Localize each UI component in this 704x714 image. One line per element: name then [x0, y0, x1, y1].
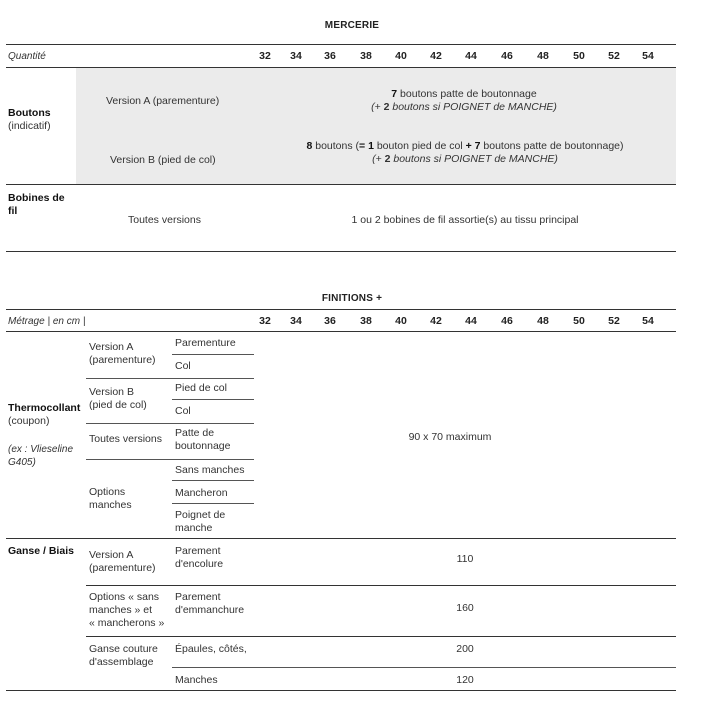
- divider: [172, 399, 254, 400]
- ganse-row1-label-line2: (parementure): [89, 562, 156, 574]
- divider: [86, 423, 254, 424]
- item-col: Col: [175, 360, 191, 372]
- boutons-sublabel: (indicatif): [8, 120, 51, 132]
- thermo-toutes-versions: Toutes versions: [89, 433, 162, 445]
- ganse-row2-value: 160: [456, 602, 474, 614]
- divider: [6, 331, 676, 332]
- ganse-row2-label: Options « sans: [89, 591, 160, 603]
- size-label: 36: [324, 315, 336, 327]
- size-label: 34: [290, 50, 302, 62]
- divider: [172, 667, 676, 668]
- size-label: 34: [290, 315, 302, 327]
- finitions-title: FINITIONS +: [321, 293, 383, 304]
- mercerie-title: MERCERIE: [324, 20, 380, 31]
- size-label: 48: [537, 50, 549, 62]
- item-mancheron: Mancheron: [175, 487, 228, 499]
- divider: [86, 378, 254, 379]
- divider: [172, 503, 254, 504]
- size-label: 52: [608, 315, 620, 327]
- size-label: 42: [430, 315, 442, 327]
- divider: [86, 585, 676, 586]
- bobines-label: Bobines de: [8, 192, 65, 204]
- version-b-value-line1: 8 boutons (= 1 bouton pied de col + 7 boutons patte de boutonnage): [306, 140, 624, 152]
- item-parementure: Parementure: [175, 337, 236, 349]
- ganse-row1-label: Version A: [89, 549, 134, 561]
- version-b-value-line2: (+ 2 boutons si POIGNET de MANCHE): [372, 153, 558, 165]
- item-col: Col: [175, 405, 191, 417]
- ganse-row3-item: Épaules, côtés,: [175, 643, 247, 655]
- boutons-label: Boutons: [8, 107, 51, 119]
- divider: [172, 480, 254, 481]
- ganse-label: Ganse / Biais: [8, 545, 74, 557]
- ganse-row2-item: Parement: [175, 591, 221, 603]
- ganse-row2-label-line3: « mancherons »: [89, 617, 165, 629]
- ganse-row3-value: 200: [456, 643, 474, 655]
- size-label: 54: [642, 315, 654, 327]
- thermocollant-ex: (ex : Vlieseline: [8, 444, 74, 455]
- version-b-label: Version B (pied de col): [110, 154, 216, 166]
- item-sans-manches: Sans manches: [175, 464, 245, 476]
- size-label: 46: [501, 315, 513, 327]
- size-label: 42: [430, 50, 442, 62]
- size-label: 48: [537, 315, 549, 327]
- bobines-versions: Toutes versions: [128, 214, 201, 226]
- item-patte-de-boutonnage: Patte de: [175, 427, 215, 439]
- thermo-version-b-sub: (pied de col): [89, 399, 147, 411]
- thermo-version-b: Version B: [89, 386, 134, 398]
- ganse-row3-label: Ganse couture: [89, 643, 158, 655]
- divider: [86, 459, 254, 460]
- thermo-version-a: Version A: [89, 341, 134, 353]
- ganse-row1-item: Parement: [175, 545, 221, 557]
- divider: [6, 538, 676, 539]
- size-label: 50: [573, 50, 585, 62]
- size-label: 38: [360, 315, 372, 327]
- size-label: 44: [465, 315, 477, 327]
- version-a-value-line2: (+ 2 boutons si POIGNET de MANCHE): [371, 101, 557, 113]
- ganse-row4-value: 120: [456, 674, 474, 686]
- ganse-row1-value: 110: [456, 553, 474, 565]
- thermocollant-label: Thermocollant: [8, 402, 81, 414]
- thermo-options: Options: [89, 486, 126, 498]
- size-label: 54: [642, 50, 654, 62]
- size-label: 40: [395, 315, 407, 327]
- size-label: 32: [259, 315, 271, 327]
- divider: [6, 690, 676, 691]
- divider: [6, 184, 676, 185]
- version-a-value-line1: 7 boutons patte de boutonnage: [391, 88, 537, 100]
- size-label: 40: [395, 50, 407, 62]
- size-label: 44: [465, 50, 477, 62]
- divider: [6, 251, 676, 252]
- thermocollant-value: 90 x 70 maximum: [408, 431, 492, 443]
- ganse-row2-item-line2: d'emmanchure: [175, 604, 245, 616]
- size-label: 46: [501, 50, 513, 62]
- divider: [172, 354, 254, 355]
- bobines-label-line2: fil: [8, 205, 18, 217]
- metrage-label: Métrage | en cm |: [8, 316, 86, 327]
- bobines-value: 1 ou 2 bobines de fil assortie(s) au tissu principal: [351, 214, 579, 226]
- divider: [6, 309, 676, 310]
- version-a-label: Version A (parementure): [106, 95, 220, 107]
- divider: [86, 636, 676, 637]
- size-label: 52: [608, 50, 620, 62]
- thermo-options-sub: manches: [89, 499, 132, 511]
- size-label: 38: [360, 50, 372, 62]
- ganse-row1-item-line2: d'encolure: [175, 558, 224, 570]
- size-label: 32: [259, 50, 271, 62]
- ganse-row4-item: Manches: [175, 674, 218, 686]
- ganse-row2-label-line2: manches » et: [89, 604, 153, 616]
- item-patte-de-boutonnage-line2: boutonnage: [175, 440, 231, 452]
- quantite-label: Quantité: [8, 51, 46, 62]
- size-label: 36: [324, 50, 336, 62]
- size-label: 50: [573, 315, 585, 327]
- thermocollant-sub: (coupon): [8, 415, 50, 427]
- divider: [6, 44, 676, 45]
- thermo-version-a-sub: (parementure): [89, 354, 156, 366]
- item-poignet-de-manche: Poignet de: [175, 509, 226, 521]
- ganse-row3-label-line2: d'assemblage: [89, 656, 154, 668]
- thermocollant-ex-line2: G405): [8, 457, 36, 468]
- item-poignet-de-manche-line2: manche: [175, 522, 213, 534]
- item-pied-de-col: Pied de col: [175, 382, 227, 394]
